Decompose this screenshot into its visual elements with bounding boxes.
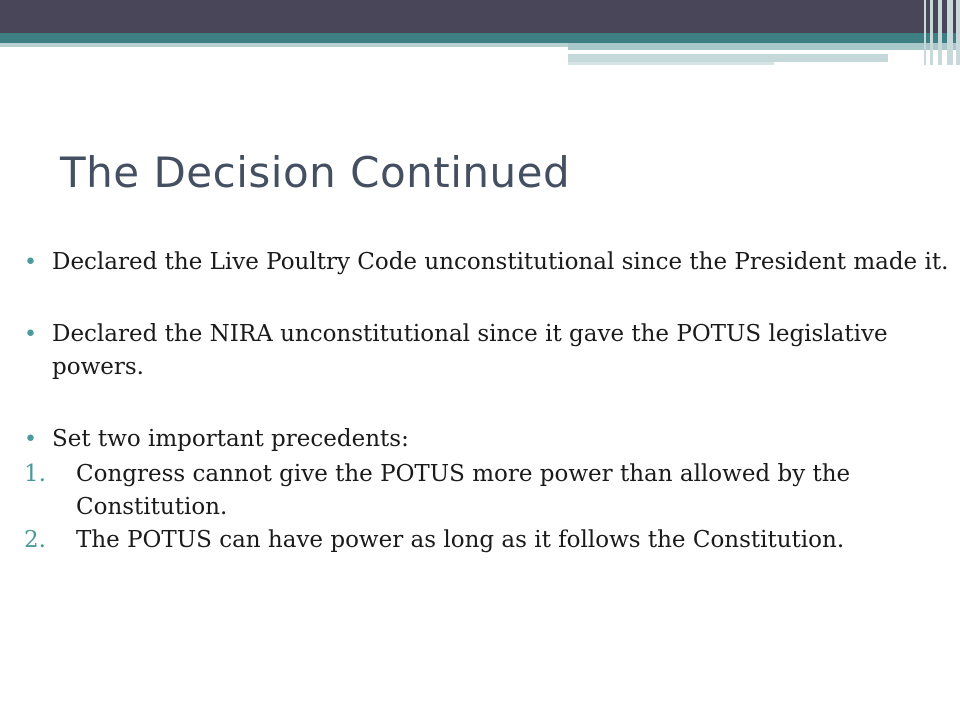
header-light-band	[0, 43, 568, 47]
numbered-item	[24, 458, 954, 524]
bullet-marker: •	[24, 250, 37, 275]
bullet-text: Declared the NIRA unconstitutional since it gave the POTUS legislative powers.	[52, 321, 888, 380]
numbered-text: Congress cannot give the POTUS more power than allowed by the Constitution.	[76, 461, 851, 520]
slide-title: The Decision Continued	[60, 148, 571, 197]
bullet-item	[24, 318, 954, 384]
numbered-list	[24, 458, 954, 557]
header-teal-band	[0, 33, 960, 43]
bullet-item	[24, 246, 954, 279]
header-gray-strip-short	[568, 62, 774, 65]
header-dark-bar	[0, 0, 960, 33]
bullet-text: Set two important precedents:	[52, 426, 409, 452]
bullet-marker: •	[24, 427, 37, 452]
header-side-bars	[922, 0, 960, 65]
slide-content	[24, 246, 954, 557]
numbered-item	[24, 524, 954, 557]
number-marker: 1.	[24, 461, 46, 487]
bullet-item	[24, 423, 954, 456]
number-marker: 2.	[24, 527, 46, 553]
numbered-text: The POTUS can have power as long as it follows the Constitution.	[76, 527, 845, 553]
header-light-band-right	[568, 43, 960, 50]
bullet-marker: •	[24, 322, 37, 347]
bullet-text: Declared the Live Poultry Code unconstitutional since the President made it.	[52, 249, 949, 275]
header-divider-line	[568, 51, 888, 53]
header-gray-strip	[568, 54, 888, 62]
